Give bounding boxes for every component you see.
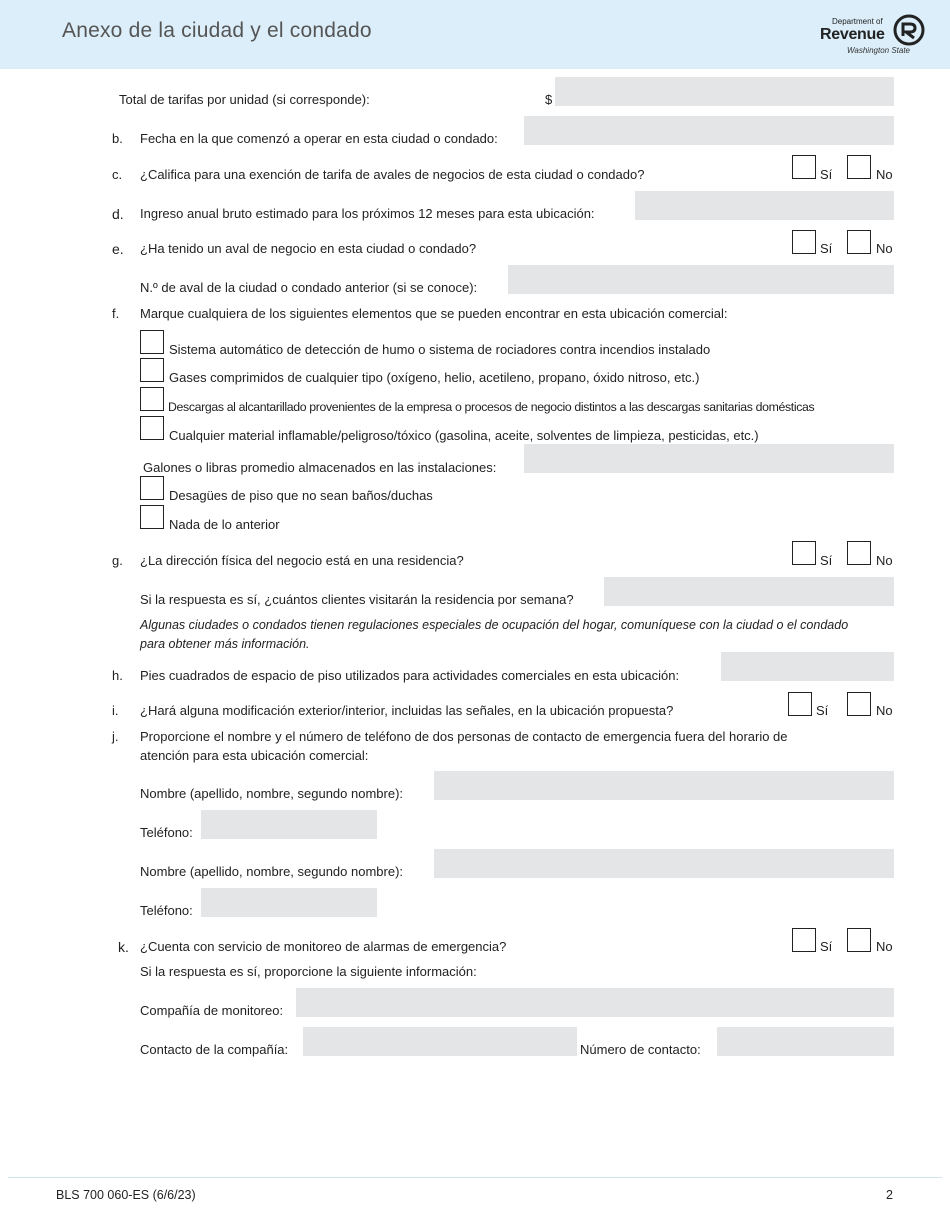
- residence-label: ¿La dirección física del negocio está en una residencia?: [140, 553, 464, 568]
- item-b-letter: b.: [112, 131, 123, 146]
- modifications-label: ¿Hará alguna modificación exterior/interior, incluidas las señales, en la ubicación propuesta?: [140, 703, 674, 718]
- residence-yes-label: Sí: [820, 553, 833, 568]
- item-i-letter: i.: [112, 703, 119, 718]
- business-elements-label: Marque cualquiera de los siguientes elementos que se pueden encontrar en esta ubicación comercial:: [140, 306, 728, 321]
- fee-exemption-yes-label: Sí: [820, 167, 833, 182]
- compressed-gases-checkbox[interactable]: [140, 358, 164, 382]
- item-j-letter: j.: [112, 729, 119, 744]
- weekly-clients-label: Si la respuesta es sí, ¿cuántos clientes visitarán la residencia por semana?: [140, 592, 574, 607]
- item-h-letter: h.: [112, 668, 123, 683]
- none-of-above-checkbox[interactable]: [140, 505, 164, 529]
- home-occupation-note-line1: Algunas ciudades o condados tienen regulaciones especiales de ocupación del hogar, comuníquese con la ciudad o el condado: [140, 618, 849, 632]
- company-contact-input[interactable]: [303, 1027, 577, 1056]
- smoke-detection-option: Sistema automático de detección de humo o sistema de rociadores contra incendios instalado: [169, 342, 711, 357]
- form-number: BLS 700 060-ES (6/6/23): [56, 1188, 196, 1202]
- start-date-input[interactable]: [524, 116, 894, 145]
- modifications-yes-checkbox[interactable]: [788, 692, 812, 716]
- prior-endorsement-label: ¿Ha tenido un aval de negocio en esta ciudad o condado?: [140, 241, 477, 256]
- monitoring-company-label: Compañía de monitoreo:: [140, 1003, 284, 1018]
- page-title: Anexo de la ciudad y el condado: [62, 19, 372, 42]
- item-d-letter: d.: [112, 206, 124, 222]
- emergency-contacts-label-line2: atención para esta ubicación comercial:: [140, 748, 369, 763]
- residence-no-checkbox[interactable]: [847, 541, 871, 565]
- compressed-gases-option: Gases comprimidos de cualquier tipo (oxígeno, helio, acetileno, propano, óxido nitroso, etc.): [169, 370, 700, 385]
- contact-number-input[interactable]: [717, 1027, 894, 1056]
- modifications-no-checkbox[interactable]: [847, 692, 871, 716]
- company-contact-label: Contacto de la compañía:: [140, 1042, 289, 1057]
- weekly-clients-input[interactable]: [604, 577, 894, 606]
- prior-endorsement-no-checkbox[interactable]: [847, 230, 871, 254]
- contact2-name-input[interactable]: [434, 849, 894, 878]
- prior-endorsement-yes-checkbox[interactable]: [792, 230, 816, 254]
- residence-no-label: No: [876, 553, 893, 568]
- floor-drains-option: Desagües de piso que no sean baños/duchas: [169, 488, 433, 503]
- alarm-monitoring-no-label: No: [876, 939, 893, 954]
- emergency-contacts-label-line1: Proporcione el nombre y el número de teléfono de dos personas de contacto de emergencia fuera del horario de: [140, 729, 788, 744]
- residence-yes-checkbox[interactable]: [792, 541, 816, 565]
- gross-income-label: Ingreso anual bruto estimado para los próximos 12 meses para esta ubicación:: [140, 206, 595, 221]
- item-e-letter: e.: [112, 241, 124, 257]
- contact2-phone-input[interactable]: [201, 888, 377, 917]
- currency-symbol: $: [545, 92, 553, 107]
- contact-number-label: Número de contacto:: [580, 1042, 701, 1057]
- square-feet-label: Pies cuadrados de espacio de piso utilizados para actividades comerciales en esta ubicación:: [140, 668, 680, 683]
- alarm-monitoring-no-checkbox[interactable]: [847, 928, 871, 952]
- monitoring-company-input[interactable]: [296, 988, 894, 1017]
- contact2-phone-label: Teléfono:: [140, 903, 193, 918]
- floor-drains-checkbox[interactable]: [140, 476, 164, 500]
- logo-department-text: Department of: [832, 17, 883, 26]
- contact1-name-input[interactable]: [434, 771, 894, 800]
- alarm-monitoring-label: ¿Cuenta con servicio de monitoreo de alarmas de emergencia?: [140, 939, 507, 954]
- page-header: [0, 0, 950, 69]
- item-k-letter: k.: [118, 939, 129, 955]
- smoke-detection-checkbox[interactable]: [140, 330, 164, 354]
- hazardous-material-option: Cualquier material inflamable/peligroso/tóxico (gasolina, aceite, solventes de limpieza, pesticidas, etc.): [169, 428, 759, 443]
- fee-exemption-no-checkbox[interactable]: [847, 155, 871, 179]
- square-feet-input[interactable]: [721, 652, 894, 681]
- contact2-name-label: Nombre (apellido, nombre, segundo nombre):: [140, 864, 404, 879]
- modifications-no-label: No: [876, 703, 893, 718]
- alarm-if-yes-label: Si la respuesta es sí, proporcione la siguiente información:: [140, 964, 477, 979]
- contact1-phone-label: Teléfono:: [140, 825, 193, 840]
- fee-exemption-yes-checkbox[interactable]: [792, 155, 816, 179]
- prior-endorsement-number-label: N.º de aval de la ciudad o condado anterior (si se conoce):: [140, 280, 478, 295]
- contact1-phone-input[interactable]: [201, 810, 377, 839]
- start-date-label: Fecha en la que comenzó a operar en esta ciudad o condado:: [140, 131, 498, 146]
- sewer-discharge-option: Descargas al alcantarillado provenientes de la empresa o procesos de negocio distintos a las descargas sanitarias domésticas: [168, 400, 815, 414]
- prior-endorsement-no-label: No: [876, 241, 893, 256]
- prior-endorsement-yes-label: Sí: [820, 241, 833, 256]
- gallons-stored-label: Galones o libras promedio almacenados en las instalaciones:: [143, 460, 497, 475]
- item-f-letter: f.: [112, 306, 120, 321]
- fee-exemption-no-label: No: [876, 167, 893, 182]
- hazardous-material-checkbox[interactable]: [140, 416, 164, 440]
- logo-state-text: Washington State: [847, 46, 911, 55]
- fee-exemption-label: ¿Califica para una exención de tarifa de avales de negocios de esta ciudad o condado?: [140, 167, 645, 182]
- none-of-above-option: Nada de lo anterior: [169, 517, 280, 532]
- prior-endorsement-number-input[interactable]: [508, 265, 894, 294]
- page-number: 2: [886, 1188, 893, 1202]
- alarm-monitoring-yes-checkbox[interactable]: [792, 928, 816, 952]
- fees-per-unit-input[interactable]: [555, 77, 894, 106]
- item-c-letter: c.: [112, 167, 123, 182]
- gross-income-input[interactable]: [635, 191, 894, 220]
- alarm-monitoring-yes-label: Sí: [820, 939, 833, 954]
- home-occupation-note-line2: para obtener más información.: [140, 637, 310, 651]
- fees-per-unit-label: Total de tarifas por unidad (si corresponde):: [119, 92, 370, 107]
- footer-divider: [8, 1177, 942, 1178]
- sewer-discharge-checkbox[interactable]: [140, 387, 164, 411]
- logo-revenue-text: Revenue: [820, 26, 885, 43]
- revenue-logo-icon: [893, 14, 925, 46]
- modifications-yes-label: Sí: [816, 703, 829, 718]
- gallons-stored-input[interactable]: [524, 444, 894, 473]
- contact1-name-label: Nombre (apellido, nombre, segundo nombre):: [140, 786, 404, 801]
- item-g-letter: g.: [112, 553, 123, 568]
- dor-logo: [820, 13, 932, 59]
